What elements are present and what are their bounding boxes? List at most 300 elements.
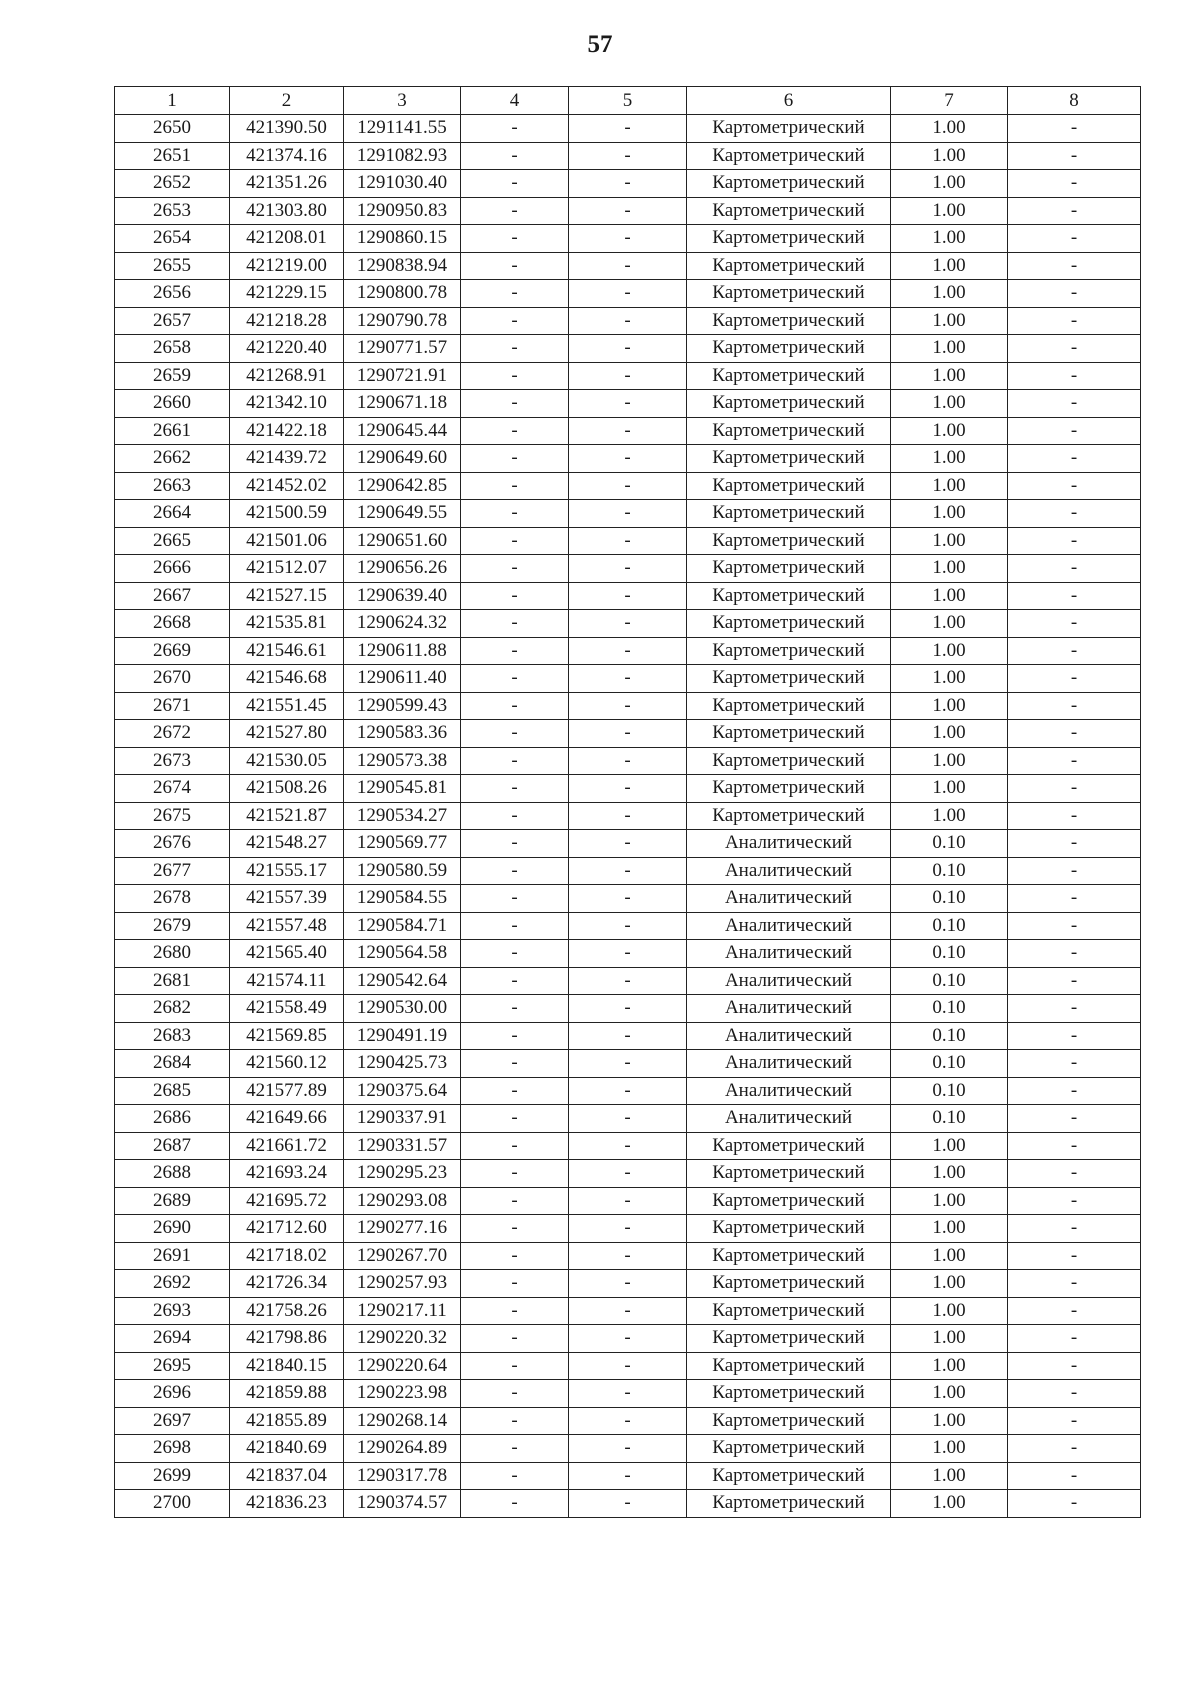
- table-cell: 2691: [115, 1242, 230, 1270]
- table-cell: -: [461, 802, 569, 830]
- table-cell: -: [1008, 1407, 1141, 1435]
- table-row: [115, 142, 1141, 170]
- table-cell: 421500.59: [230, 500, 344, 528]
- table-cell: -: [569, 637, 687, 665]
- table-cell: -: [569, 775, 687, 803]
- table-cell: -: [461, 1022, 569, 1050]
- table-cell: 2683: [115, 1022, 230, 1050]
- table-cell: 421342.10: [230, 390, 344, 418]
- table-cell: 1.00: [891, 335, 1008, 363]
- table-cell: 1.00: [891, 720, 1008, 748]
- table-cell: -: [1008, 1380, 1141, 1408]
- table-cell: Картометрический: [687, 747, 891, 775]
- table-cell: 1.00: [891, 170, 1008, 198]
- table-row: [115, 1077, 1141, 1105]
- table-cell: -: [569, 1407, 687, 1435]
- table-cell: -: [569, 252, 687, 280]
- table-cell: 421521.87: [230, 802, 344, 830]
- table-cell: Картометрический: [687, 252, 891, 280]
- table-cell: -: [461, 170, 569, 198]
- table-cell: 2673: [115, 747, 230, 775]
- table-cell: -: [1008, 280, 1141, 308]
- table-row: [115, 1105, 1141, 1133]
- table-cell: 2679: [115, 912, 230, 940]
- table-cell: 0.10: [891, 830, 1008, 858]
- table-cell: -: [461, 665, 569, 693]
- table-cell: -: [569, 912, 687, 940]
- table-cell: -: [1008, 555, 1141, 583]
- table-cell: Аналитический: [687, 1050, 891, 1078]
- table-row: [115, 1380, 1141, 1408]
- table-cell: 2661: [115, 417, 230, 445]
- table-cell: -: [461, 830, 569, 858]
- table-cell: 0.10: [891, 995, 1008, 1023]
- table-cell: -: [461, 280, 569, 308]
- table-row: [115, 775, 1141, 803]
- table-cell: -: [1008, 692, 1141, 720]
- table-cell: Картометрический: [687, 142, 891, 170]
- table-row: [115, 720, 1141, 748]
- table-cell: -: [461, 1490, 569, 1518]
- table-cell: Картометрический: [687, 1380, 891, 1408]
- table-cell: -: [1008, 1242, 1141, 1270]
- table-cell: -: [461, 1077, 569, 1105]
- table-cell: 1290584.71: [344, 912, 461, 940]
- table-cell: Картометрический: [687, 445, 891, 473]
- table-cell: -: [1008, 115, 1141, 143]
- table-cell: 1290583.36: [344, 720, 461, 748]
- table-cell: 1290277.16: [344, 1215, 461, 1243]
- table-cell: 2700: [115, 1490, 230, 1518]
- table-cell: -: [569, 1490, 687, 1518]
- table-cell: -: [569, 1435, 687, 1463]
- table-row: [115, 830, 1141, 858]
- table-cell: 2676: [115, 830, 230, 858]
- table-cell: -: [1008, 1022, 1141, 1050]
- table-cell: 1.00: [891, 610, 1008, 638]
- table-row: [115, 115, 1141, 143]
- table-cell: Картометрический: [687, 1490, 891, 1518]
- table-cell: -: [569, 885, 687, 913]
- table-cell: -: [569, 527, 687, 555]
- table-cell: 1290721.91: [344, 362, 461, 390]
- table-cell: 421527.15: [230, 582, 344, 610]
- table-cell: 1290491.19: [344, 1022, 461, 1050]
- table-cell: 2674: [115, 775, 230, 803]
- table-cell: 1290264.89: [344, 1435, 461, 1463]
- table-cell: -: [569, 225, 687, 253]
- table-row: [115, 1325, 1141, 1353]
- table-cell: 421557.39: [230, 885, 344, 913]
- table-cell: 1290267.70: [344, 1242, 461, 1270]
- column-header: 7: [891, 87, 1008, 115]
- table-cell: -: [1008, 1297, 1141, 1325]
- coordinates-table: [114, 86, 1141, 1518]
- table-row: [115, 252, 1141, 280]
- table-cell: -: [461, 1050, 569, 1078]
- table-row: [115, 665, 1141, 693]
- table-cell: 421374.16: [230, 142, 344, 170]
- table-cell: -: [569, 362, 687, 390]
- table-cell: 2660: [115, 390, 230, 418]
- table-cell: -: [569, 720, 687, 748]
- table-cell: 2659: [115, 362, 230, 390]
- table-cell: Картометрический: [687, 362, 891, 390]
- table-cell: 2680: [115, 940, 230, 968]
- table-cell: -: [1008, 1270, 1141, 1298]
- table-cell: 421798.86: [230, 1325, 344, 1353]
- table-cell: -: [1008, 527, 1141, 555]
- table-cell: 1290639.40: [344, 582, 461, 610]
- table-cell: 1.00: [891, 582, 1008, 610]
- table-cell: 2694: [115, 1325, 230, 1353]
- table-cell: -: [1008, 1325, 1141, 1353]
- table-cell: -: [1008, 665, 1141, 693]
- table-cell: -: [569, 967, 687, 995]
- table-row: [115, 1022, 1141, 1050]
- table-cell: -: [1008, 1490, 1141, 1518]
- table-cell: -: [569, 582, 687, 610]
- table-cell: 2656: [115, 280, 230, 308]
- table-cell: 1290534.27: [344, 802, 461, 830]
- table-row: [115, 1187, 1141, 1215]
- column-header: 8: [1008, 87, 1141, 115]
- table-cell: -: [1008, 610, 1141, 638]
- table-cell: 1290611.40: [344, 665, 461, 693]
- table-cell: 2684: [115, 1050, 230, 1078]
- table-cell: -: [569, 142, 687, 170]
- header-row: [115, 87, 1141, 115]
- table-cell: 2671: [115, 692, 230, 720]
- table-cell: 1290651.60: [344, 527, 461, 555]
- table-cell: -: [461, 1105, 569, 1133]
- table-cell: -: [569, 1105, 687, 1133]
- table-cell: -: [461, 912, 569, 940]
- table-cell: -: [461, 747, 569, 775]
- table-cell: 1290530.00: [344, 995, 461, 1023]
- table-cell: 1291082.93: [344, 142, 461, 170]
- table-cell: 2666: [115, 555, 230, 583]
- column-header: 1: [115, 87, 230, 115]
- table-cell: Картометрический: [687, 1270, 891, 1298]
- table-cell: 2690: [115, 1215, 230, 1243]
- table-row: [115, 1407, 1141, 1435]
- table-cell: 1290425.73: [344, 1050, 461, 1078]
- table-cell: 1.00: [891, 1187, 1008, 1215]
- table-cell: 421439.72: [230, 445, 344, 473]
- table-cell: -: [461, 527, 569, 555]
- column-header: 5: [569, 87, 687, 115]
- table-cell: 421574.11: [230, 967, 344, 995]
- table-cell: 421501.06: [230, 527, 344, 555]
- table-cell: 1.00: [891, 307, 1008, 335]
- table-cell: Картометрический: [687, 1132, 891, 1160]
- table-cell: Аналитический: [687, 912, 891, 940]
- table-cell: 421577.89: [230, 1077, 344, 1105]
- table-cell: 421840.15: [230, 1352, 344, 1380]
- table-row: [115, 637, 1141, 665]
- table-cell: -: [569, 1380, 687, 1408]
- table-cell: 2692: [115, 1270, 230, 1298]
- table-cell: 421229.15: [230, 280, 344, 308]
- table-cell: -: [461, 995, 569, 1023]
- table-cell: -: [1008, 197, 1141, 225]
- table-cell: -: [1008, 637, 1141, 665]
- table-cell: Картометрический: [687, 1297, 891, 1325]
- table-cell: 2686: [115, 1105, 230, 1133]
- table-cell: 1290656.26: [344, 555, 461, 583]
- table-cell: 421695.72: [230, 1187, 344, 1215]
- table-row: [115, 912, 1141, 940]
- table-cell: 1.00: [891, 802, 1008, 830]
- table-cell: 421661.72: [230, 1132, 344, 1160]
- table-cell: -: [569, 995, 687, 1023]
- table-cell: 1.00: [891, 1380, 1008, 1408]
- table-cell: -: [1008, 1132, 1141, 1160]
- table-cell: 1.00: [891, 527, 1008, 555]
- table-cell: Аналитический: [687, 857, 891, 885]
- table-cell: 1290545.81: [344, 775, 461, 803]
- table-cell: 1290649.60: [344, 445, 461, 473]
- table-cell: Картометрический: [687, 555, 891, 583]
- table-row: [115, 335, 1141, 363]
- table-cell: 1290671.18: [344, 390, 461, 418]
- page-number: 57: [587, 31, 613, 58]
- table-cell: 0.10: [891, 1022, 1008, 1050]
- table-cell: 1290220.32: [344, 1325, 461, 1353]
- table-cell: -: [1008, 445, 1141, 473]
- table-cell: -: [461, 720, 569, 748]
- table-cell: 1290584.55: [344, 885, 461, 913]
- table-cell: 1.00: [891, 637, 1008, 665]
- table-cell: -: [461, 857, 569, 885]
- table-cell: -: [1008, 775, 1141, 803]
- table-cell: 421351.26: [230, 170, 344, 198]
- table-cell: Картометрический: [687, 115, 891, 143]
- table-cell: -: [569, 1187, 687, 1215]
- table-row: [115, 472, 1141, 500]
- table-cell: 421726.34: [230, 1270, 344, 1298]
- table-cell: -: [1008, 1105, 1141, 1133]
- table-cell: -: [1008, 885, 1141, 913]
- table-row: [115, 500, 1141, 528]
- table-cell: -: [1008, 307, 1141, 335]
- table-cell: Картометрический: [687, 527, 891, 555]
- table-row: [115, 417, 1141, 445]
- table-cell: -: [1008, 225, 1141, 253]
- table-cell: 421546.61: [230, 637, 344, 665]
- table-cell: 421649.66: [230, 1105, 344, 1133]
- table-row: [115, 582, 1141, 610]
- table-cell: 421530.05: [230, 747, 344, 775]
- table-cell: 1290220.64: [344, 1352, 461, 1380]
- table-cell: -: [569, 1242, 687, 1270]
- table-cell: 0.10: [891, 1050, 1008, 1078]
- table-cell: 1290317.78: [344, 1462, 461, 1490]
- table-cell: Картометрический: [687, 417, 891, 445]
- table-cell: -: [1008, 1187, 1141, 1215]
- table-cell: 1290268.14: [344, 1407, 461, 1435]
- table-cell: 1.00: [891, 775, 1008, 803]
- table-row: [115, 1297, 1141, 1325]
- table-cell: -: [461, 1407, 569, 1435]
- table-cell: -: [1008, 720, 1141, 748]
- table-cell: 421840.69: [230, 1435, 344, 1463]
- table-cell: 421452.02: [230, 472, 344, 500]
- table-cell: 421558.49: [230, 995, 344, 1023]
- table-row: [115, 445, 1141, 473]
- table-cell: -: [461, 1132, 569, 1160]
- table-cell: 2663: [115, 472, 230, 500]
- table-cell: 0.10: [891, 885, 1008, 913]
- table-row: [115, 197, 1141, 225]
- table-row: [115, 940, 1141, 968]
- table-cell: -: [569, 472, 687, 500]
- table-row: [115, 390, 1141, 418]
- table-row: [115, 1215, 1141, 1243]
- table-cell: -: [569, 1022, 687, 1050]
- table-cell: Картометрический: [687, 1435, 891, 1463]
- table-cell: 1.00: [891, 665, 1008, 693]
- table-cell: 1290295.23: [344, 1160, 461, 1188]
- table-cell: -: [1008, 967, 1141, 995]
- table-cell: 2678: [115, 885, 230, 913]
- table-row: [115, 995, 1141, 1023]
- table-cell: Аналитический: [687, 1077, 891, 1105]
- table-cell: -: [569, 1270, 687, 1298]
- table-cell: -: [461, 307, 569, 335]
- table-cell: -: [461, 445, 569, 473]
- table-cell: -: [569, 1215, 687, 1243]
- table-cell: -: [1008, 500, 1141, 528]
- table-cell: 1290838.94: [344, 252, 461, 280]
- table-cell: 1290860.15: [344, 225, 461, 253]
- table-cell: -: [461, 1462, 569, 1490]
- table-cell: 1290564.58: [344, 940, 461, 968]
- table-cell: 421268.91: [230, 362, 344, 390]
- table-cell: 1.00: [891, 1160, 1008, 1188]
- table-row: [115, 170, 1141, 198]
- table-cell: 2658: [115, 335, 230, 363]
- table-cell: 2665: [115, 527, 230, 555]
- table-row: [115, 885, 1141, 913]
- table-cell: 1290573.38: [344, 747, 461, 775]
- table-cell: 2662: [115, 445, 230, 473]
- table-cell: -: [569, 1352, 687, 1380]
- table-row: [115, 610, 1141, 638]
- table-cell: 2664: [115, 500, 230, 528]
- table-cell: Картометрический: [687, 775, 891, 803]
- table-cell: 421555.17: [230, 857, 344, 885]
- table-cell: -: [569, 417, 687, 445]
- table-cell: Картометрический: [687, 1462, 891, 1490]
- table-cell: 1.00: [891, 280, 1008, 308]
- table-cell: -: [461, 1270, 569, 1298]
- table-cell: Картометрический: [687, 1242, 891, 1270]
- table-cell: -: [1008, 1050, 1141, 1078]
- table-cell: 1290580.59: [344, 857, 461, 885]
- table-row: [115, 802, 1141, 830]
- table-cell: 1290217.11: [344, 1297, 461, 1325]
- table-cell: 1.00: [891, 1242, 1008, 1270]
- table-row: [115, 1242, 1141, 1270]
- table-cell: -: [461, 1160, 569, 1188]
- table-cell: 2654: [115, 225, 230, 253]
- table-cell: 1.00: [891, 115, 1008, 143]
- column-header: 3: [344, 87, 461, 115]
- table-row: [115, 1352, 1141, 1380]
- table-row: [115, 1490, 1141, 1518]
- table-row: [115, 1270, 1141, 1298]
- table-cell: 0.10: [891, 912, 1008, 940]
- table-row: [115, 1435, 1141, 1463]
- table-cell: 1290337.91: [344, 1105, 461, 1133]
- table-cell: 1290771.57: [344, 335, 461, 363]
- table-cell: 421303.80: [230, 197, 344, 225]
- table-cell: -: [461, 417, 569, 445]
- table-header: [115, 87, 1141, 115]
- table-cell: Аналитический: [687, 1022, 891, 1050]
- table-cell: Аналитический: [687, 1105, 891, 1133]
- table-cell: -: [461, 115, 569, 143]
- table-cell: 421565.40: [230, 940, 344, 968]
- table-cell: -: [1008, 1215, 1141, 1243]
- table-cell: -: [1008, 170, 1141, 198]
- table-cell: -: [461, 500, 569, 528]
- table-cell: Картометрический: [687, 637, 891, 665]
- table-cell: 2667: [115, 582, 230, 610]
- table-cell: 1290374.57: [344, 1490, 461, 1518]
- table-cell: 1.00: [891, 1352, 1008, 1380]
- table-cell: -: [1008, 1077, 1141, 1105]
- table-cell: -: [569, 1132, 687, 1160]
- table-cell: -: [1008, 335, 1141, 363]
- table-cell: -: [461, 1352, 569, 1380]
- table-row: [115, 307, 1141, 335]
- table-cell: -: [569, 802, 687, 830]
- table-cell: 2675: [115, 802, 230, 830]
- table-cell: 421836.23: [230, 1490, 344, 1518]
- table-cell: -: [1008, 472, 1141, 500]
- table-cell: Картометрический: [687, 1215, 891, 1243]
- table-cell: Аналитический: [687, 885, 891, 913]
- table-cell: 2697: [115, 1407, 230, 1435]
- table-cell: 1290542.64: [344, 967, 461, 995]
- table-cell: -: [461, 197, 569, 225]
- table-cell: Картометрический: [687, 280, 891, 308]
- table-cell: -: [1008, 417, 1141, 445]
- table-row: [115, 1050, 1141, 1078]
- table-cell: -: [569, 445, 687, 473]
- table-cell: 1290645.44: [344, 417, 461, 445]
- table-row: [115, 362, 1141, 390]
- table-cell: -: [569, 1462, 687, 1490]
- table-cell: -: [461, 1435, 569, 1463]
- table-cell: -: [1008, 1160, 1141, 1188]
- table-cell: 421837.04: [230, 1462, 344, 1490]
- table-cell: Аналитический: [687, 940, 891, 968]
- column-header: 4: [461, 87, 569, 115]
- table-cell: Картометрический: [687, 802, 891, 830]
- table-cell: -: [461, 692, 569, 720]
- table-cell: 1290375.64: [344, 1077, 461, 1105]
- table-cell: -: [1008, 995, 1141, 1023]
- table-cell: 1.00: [891, 445, 1008, 473]
- table-row: [115, 280, 1141, 308]
- table-cell: 1.00: [891, 555, 1008, 583]
- table-cell: Аналитический: [687, 830, 891, 858]
- table-cell: 2699: [115, 1462, 230, 1490]
